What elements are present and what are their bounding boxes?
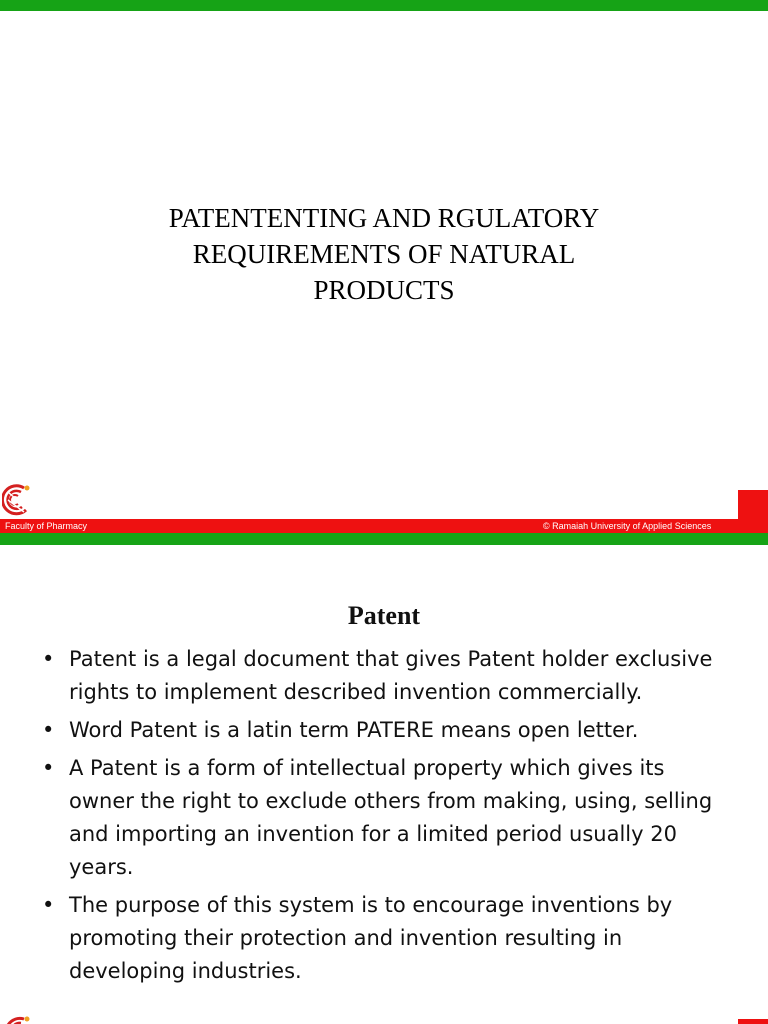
slide-title-line-1: PATENTENTING AND RGULATORY <box>168 203 600 233</box>
bullet-dot-icon: • <box>42 718 55 742</box>
slide-heading: Patent <box>347 601 421 630</box>
slide-title-line-3: PRODUCTS <box>313 275 455 305</box>
list-item <box>42 889 729 988</box>
bullet-dot-icon: • <box>42 647 55 671</box>
footer-faculty-text: Faculty of Pharmacy <box>5 521 88 531</box>
bullet-text: A Patent is a form of intellectual property which gives its owner the right to exclude others from making, using, selling and importing an invention for a limited period usually 20 years. <box>69 756 713 879</box>
bullet-dot-icon: • <box>42 756 55 780</box>
footer-bar <box>0 519 768 533</box>
bullet-list <box>42 643 729 993</box>
footer-green-bar <box>0 533 768 545</box>
university-logo-icon <box>2 1013 32 1024</box>
list-item <box>42 752 729 884</box>
bullet-text: Word Patent is a latin term PATERE means open letter. <box>69 718 639 742</box>
bullet-text: The purpose of this system is to encourage inventions by promoting their protection and invention resulting in developing industries. <box>69 893 673 983</box>
slide-title <box>60 200 708 308</box>
list-item <box>42 643 729 709</box>
bullet-text: Patent is a legal document that gives Patent holder exclusive rights to implement described invention commercially. <box>69 647 713 704</box>
footer-red-tab <box>738 1019 768 1024</box>
content-slide <box>0 545 768 1024</box>
bullet-dot-icon: • <box>42 893 55 917</box>
slide-title-line-2: REQUIREMENTS OF NATURAL <box>192 239 576 269</box>
footer-red-tab <box>738 490 768 520</box>
footer-copyright-text: © Ramaiah University of Applied Sciences <box>543 521 712 531</box>
list-item <box>42 714 729 747</box>
university-logo-icon <box>2 482 32 518</box>
top-green-bar <box>0 0 768 11</box>
